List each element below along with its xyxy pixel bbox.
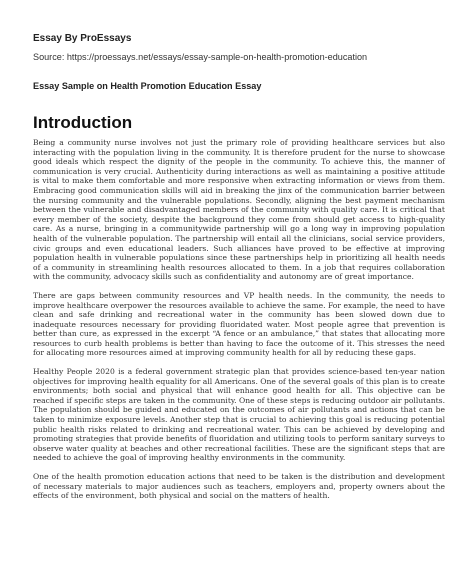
paragraph: Healthy People 2020 is a federal government strategic plan that provides science-based ten-year nation objectives for improving health equality for all Americans. One of the several goals of this plan is to create environments; both social and physical that will enhance good health for all. This objective can be reached if specific steps are taken in the community. One of these steps is reducing outdoor air pollutants. The population should be guided and educated on the outcomes of air pollutants and actions that can be taken to minimize exposure levels. Another step that is crucial to achieving this goal is reducing potential public health risks related to drinking and recreational water. This can be achieved by developing and promoting strategies that provide benefits of fluoridation and utilizing tools to perform sanitary surveys to observe water quality at beaches and other recreational facilities. These are the significant steps that are needed to achieve the goal of improving healthy environments in the community. (33, 367, 445, 463)
section-heading: Introduction (33, 113, 133, 132)
site-title: Essay By ProEssays (33, 33, 132, 44)
paragraph: Being a community nurse involves not just the primary role of providing healthcare services but also interacting with the population living in the community. It is therefore prudent for the nurse to showcase good ideals which respect the dignity of the people in the community. To achieve this, the manner of communication is very crucial. Authenticity during interactions as well as maintaining a positive attitude is vital to make them comfortable and more responsive when extracting information or views from them. Embracing good communication skills will aid in breaking the jinx of the communication barrier between the nursing community and the vulnerable populations. Secondly, aligning the best payment mechanism between the vulnerable and disadvantaged members of the community with quality care. It is critical that every member of the society, despite the background they come from should get access to high-quality care. As a nurse, bringing in a communitywide partnership will go a long way in improving population health of the vulnerable population. The partnership will entail all the clinicians, social service providers, civic groups and even educational leaders. Such alliances have proved to be effective at improving population health in vulnerable populations since these partnerships help in prioritizing all health needs of a community in streamlining health resources allocated to them. In a job that requires collaboration with the community, advocacy skills such as confidentiality and autonomy are of great importance. (33, 138, 445, 282)
essay-title: Essay Sample on Health Promotion Education Essay (33, 81, 262, 91)
paragraph: There are gaps between community resources and VP health needs. In the community, the needs to improve healthcare overpower the resources available to achieve the same. For example, the need to have clean and safe drinking and recreational water in the community has been slowed down due to inadequate resources necessary for providing fluoridated water. Most people agree that prevention is better than cure, as expressed in the excerpt “A fence or an ambulance,” that states that allocating more resources to curb health problems is better than having to face the outcome of it. This stresses the need for allocating more resources aimed at improving community health for all by reducing these gaps. (33, 290, 445, 358)
essay-body (33, 138, 445, 510)
paragraph: One of the health promotion education actions that need to be taken is the distribution and development of necessary materials to major audiences such as teachers, employers and, property owners about the effects of the environment, both physical and social on the matters of health. (33, 472, 445, 501)
source-line: Source: https://proessays.net/essays/essay-sample-on-health-promotion-education (33, 52, 368, 62)
